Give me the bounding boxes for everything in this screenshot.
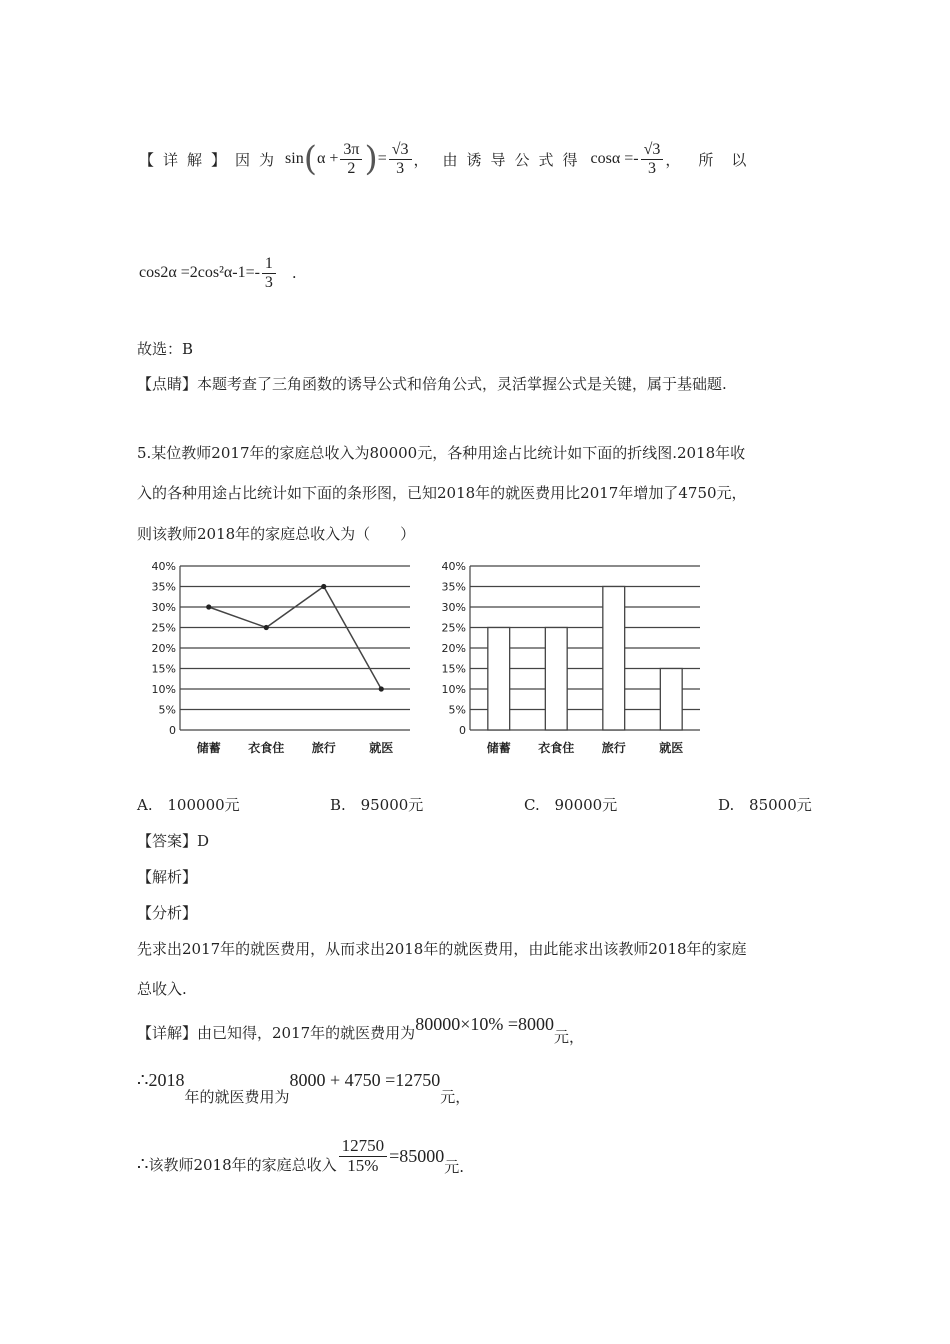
question-line-2: 入的各种用途占比统计如下面的条形图，已知2018年的就医费用比2017年增加了4750元，: [137, 484, 747, 502]
frac-den: 3: [648, 159, 656, 177]
question-line-1: 5.某位教师2017年的家庭总收入为80000元，各种用途占比统计如下面的折线图.2018年收: [137, 444, 746, 462]
y-tick-label: 40%: [151, 560, 176, 573]
option-text: 85000元: [749, 796, 812, 814]
analysis-line-1: 先求出2017年的就医费用，从而求出2018年的就医费用，由此能求出该教师2018年的家庭: [137, 940, 747, 958]
frac-num: 1: [262, 255, 276, 274]
comma: ，: [413, 150, 429, 169]
frac-num: 12750: [339, 1137, 388, 1157]
bar: [603, 587, 625, 731]
y-tick-label: 25%: [151, 621, 176, 635]
x-tick-label: 就医: [659, 741, 684, 755]
y-tick-label: 20%: [151, 642, 176, 655]
line-b: [137, 1070, 470, 1110]
y-tick-label: 30%: [441, 601, 466, 614]
bar-chart: [420, 556, 710, 766]
option-d[interactable]: [718, 794, 812, 815]
y-tick-label: 0: [459, 724, 466, 737]
right-paren: ): [364, 139, 378, 179]
bar: [545, 628, 567, 731]
cos2a-expr: cos2α =2cos²α-1=-: [139, 264, 260, 281]
frac-den: 2: [347, 159, 356, 177]
data-point: [264, 625, 269, 630]
so-text: 所以: [698, 150, 765, 169]
equals-sign: =: [377, 150, 387, 167]
x-tick-label: 旅行: [311, 741, 336, 755]
analysis-line-2: 总收入.: [137, 980, 187, 998]
frac-den: 3: [396, 159, 405, 177]
line-c: [137, 1130, 464, 1182]
dianjing-line: 【点睛】本题考查了三角函数的诱导公式和倍角公式，灵活掌握公式是关键，属于基础题.: [137, 375, 727, 393]
question-line-3: 则该教师2018年的家庭总收入为（ ）: [137, 525, 416, 543]
y-tick-label: 5%: [158, 703, 176, 717]
option-text: 100000元: [167, 796, 240, 814]
detail-label: 【详解】因为: [139, 150, 284, 169]
frac-12750-15pct: [339, 1137, 388, 1175]
therefore-symbol: ∴: [137, 1153, 149, 1174]
y-tick-label: 35%: [151, 580, 176, 594]
detail-line-1: [139, 134, 764, 184]
y-tick-label: 15%: [441, 662, 466, 676]
jiexi-line: 【解析】: [137, 868, 198, 886]
option-a[interactable]: [137, 794, 240, 815]
period: .: [291, 264, 297, 282]
therefore-symbol: ∴: [137, 1070, 149, 1090]
frac-sqrt3-3: [389, 141, 412, 177]
y-tick-label: 10%: [151, 683, 176, 696]
x-tick-label: 就医: [369, 741, 394, 755]
frac-3pi-2: [340, 141, 362, 177]
left-paren: (: [303, 139, 317, 179]
data-point: [206, 604, 211, 609]
option-letter: A.: [137, 796, 153, 814]
y-tick-label: 35%: [441, 580, 466, 594]
data-point: [321, 584, 326, 589]
y-tick-label: 15%: [151, 662, 176, 676]
frac-1-3: [262, 255, 276, 291]
detail-calc-expr: 80000×10% =8000: [415, 1013, 554, 1034]
series-line: [209, 587, 382, 690]
x-tick-label: 储蓄: [196, 741, 221, 755]
bar: [488, 628, 510, 731]
frac-num: √3: [641, 141, 664, 160]
y-tick-label: 5%: [448, 703, 466, 717]
x-tick-label: 衣食住: [538, 741, 575, 755]
data-point: [379, 686, 384, 691]
choose-line: 故选：B: [137, 340, 194, 358]
y-tick-label: 30%: [151, 601, 176, 614]
y-tick-label: 25%: [441, 621, 466, 635]
option-letter: C.: [524, 796, 540, 814]
frac-den: 3: [264, 273, 273, 291]
line-b-text: 年的就医费用为: [184, 1088, 290, 1106]
y-tick-label: 20%: [441, 642, 466, 655]
cos2a-line: [139, 250, 297, 296]
y-tick-label: 40%: [441, 560, 466, 573]
option-text: 90000元: [554, 796, 618, 814]
unit-text: 元.: [444, 1157, 465, 1176]
frac-num: √3: [389, 141, 412, 160]
frac-num: 3π: [340, 141, 362, 160]
sin-func: sin: [285, 150, 304, 167]
detail-calc-line: [137, 1014, 584, 1050]
y-tick-label: 0: [169, 724, 176, 737]
x-tick-label: 衣食住: [248, 741, 285, 755]
frac-neg-sqrt3-3: [641, 141, 664, 177]
unit-text: 元，: [440, 1088, 471, 1106]
frac-den: 15%: [347, 1155, 379, 1175]
alpha-plus: α +: [316, 150, 339, 167]
year-2018: 2018: [148, 1070, 185, 1090]
option-b[interactable]: [330, 794, 423, 815]
option-c[interactable]: [524, 794, 617, 815]
line-c-eq: =85000: [389, 1145, 445, 1166]
line-chart: [130, 556, 420, 766]
x-tick-label: 储蓄: [486, 741, 511, 755]
detail-calc-label: 【详解】由已知得，2017年的就医费用为: [137, 1023, 416, 1042]
induction-text: 由诱导公式得: [442, 150, 587, 169]
answer-line: 【答案】D: [137, 832, 210, 850]
bar: [660, 669, 682, 731]
option-letter: D.: [718, 796, 735, 814]
unit-text: 元，: [553, 1027, 584, 1046]
comma: ，: [665, 150, 681, 169]
line-c-text: 该教师2018年的家庭总收入: [148, 1155, 337, 1174]
y-tick-label: 10%: [441, 683, 466, 696]
line-b-expr: 8000 + 4750 =12750: [289, 1070, 441, 1090]
option-text: 95000元: [360, 796, 424, 814]
cos-alpha: cosα =-: [590, 150, 639, 167]
x-tick-label: 旅行: [601, 741, 626, 755]
option-letter: B.: [330, 796, 346, 814]
fenxi-line: 【分析】: [137, 904, 198, 922]
